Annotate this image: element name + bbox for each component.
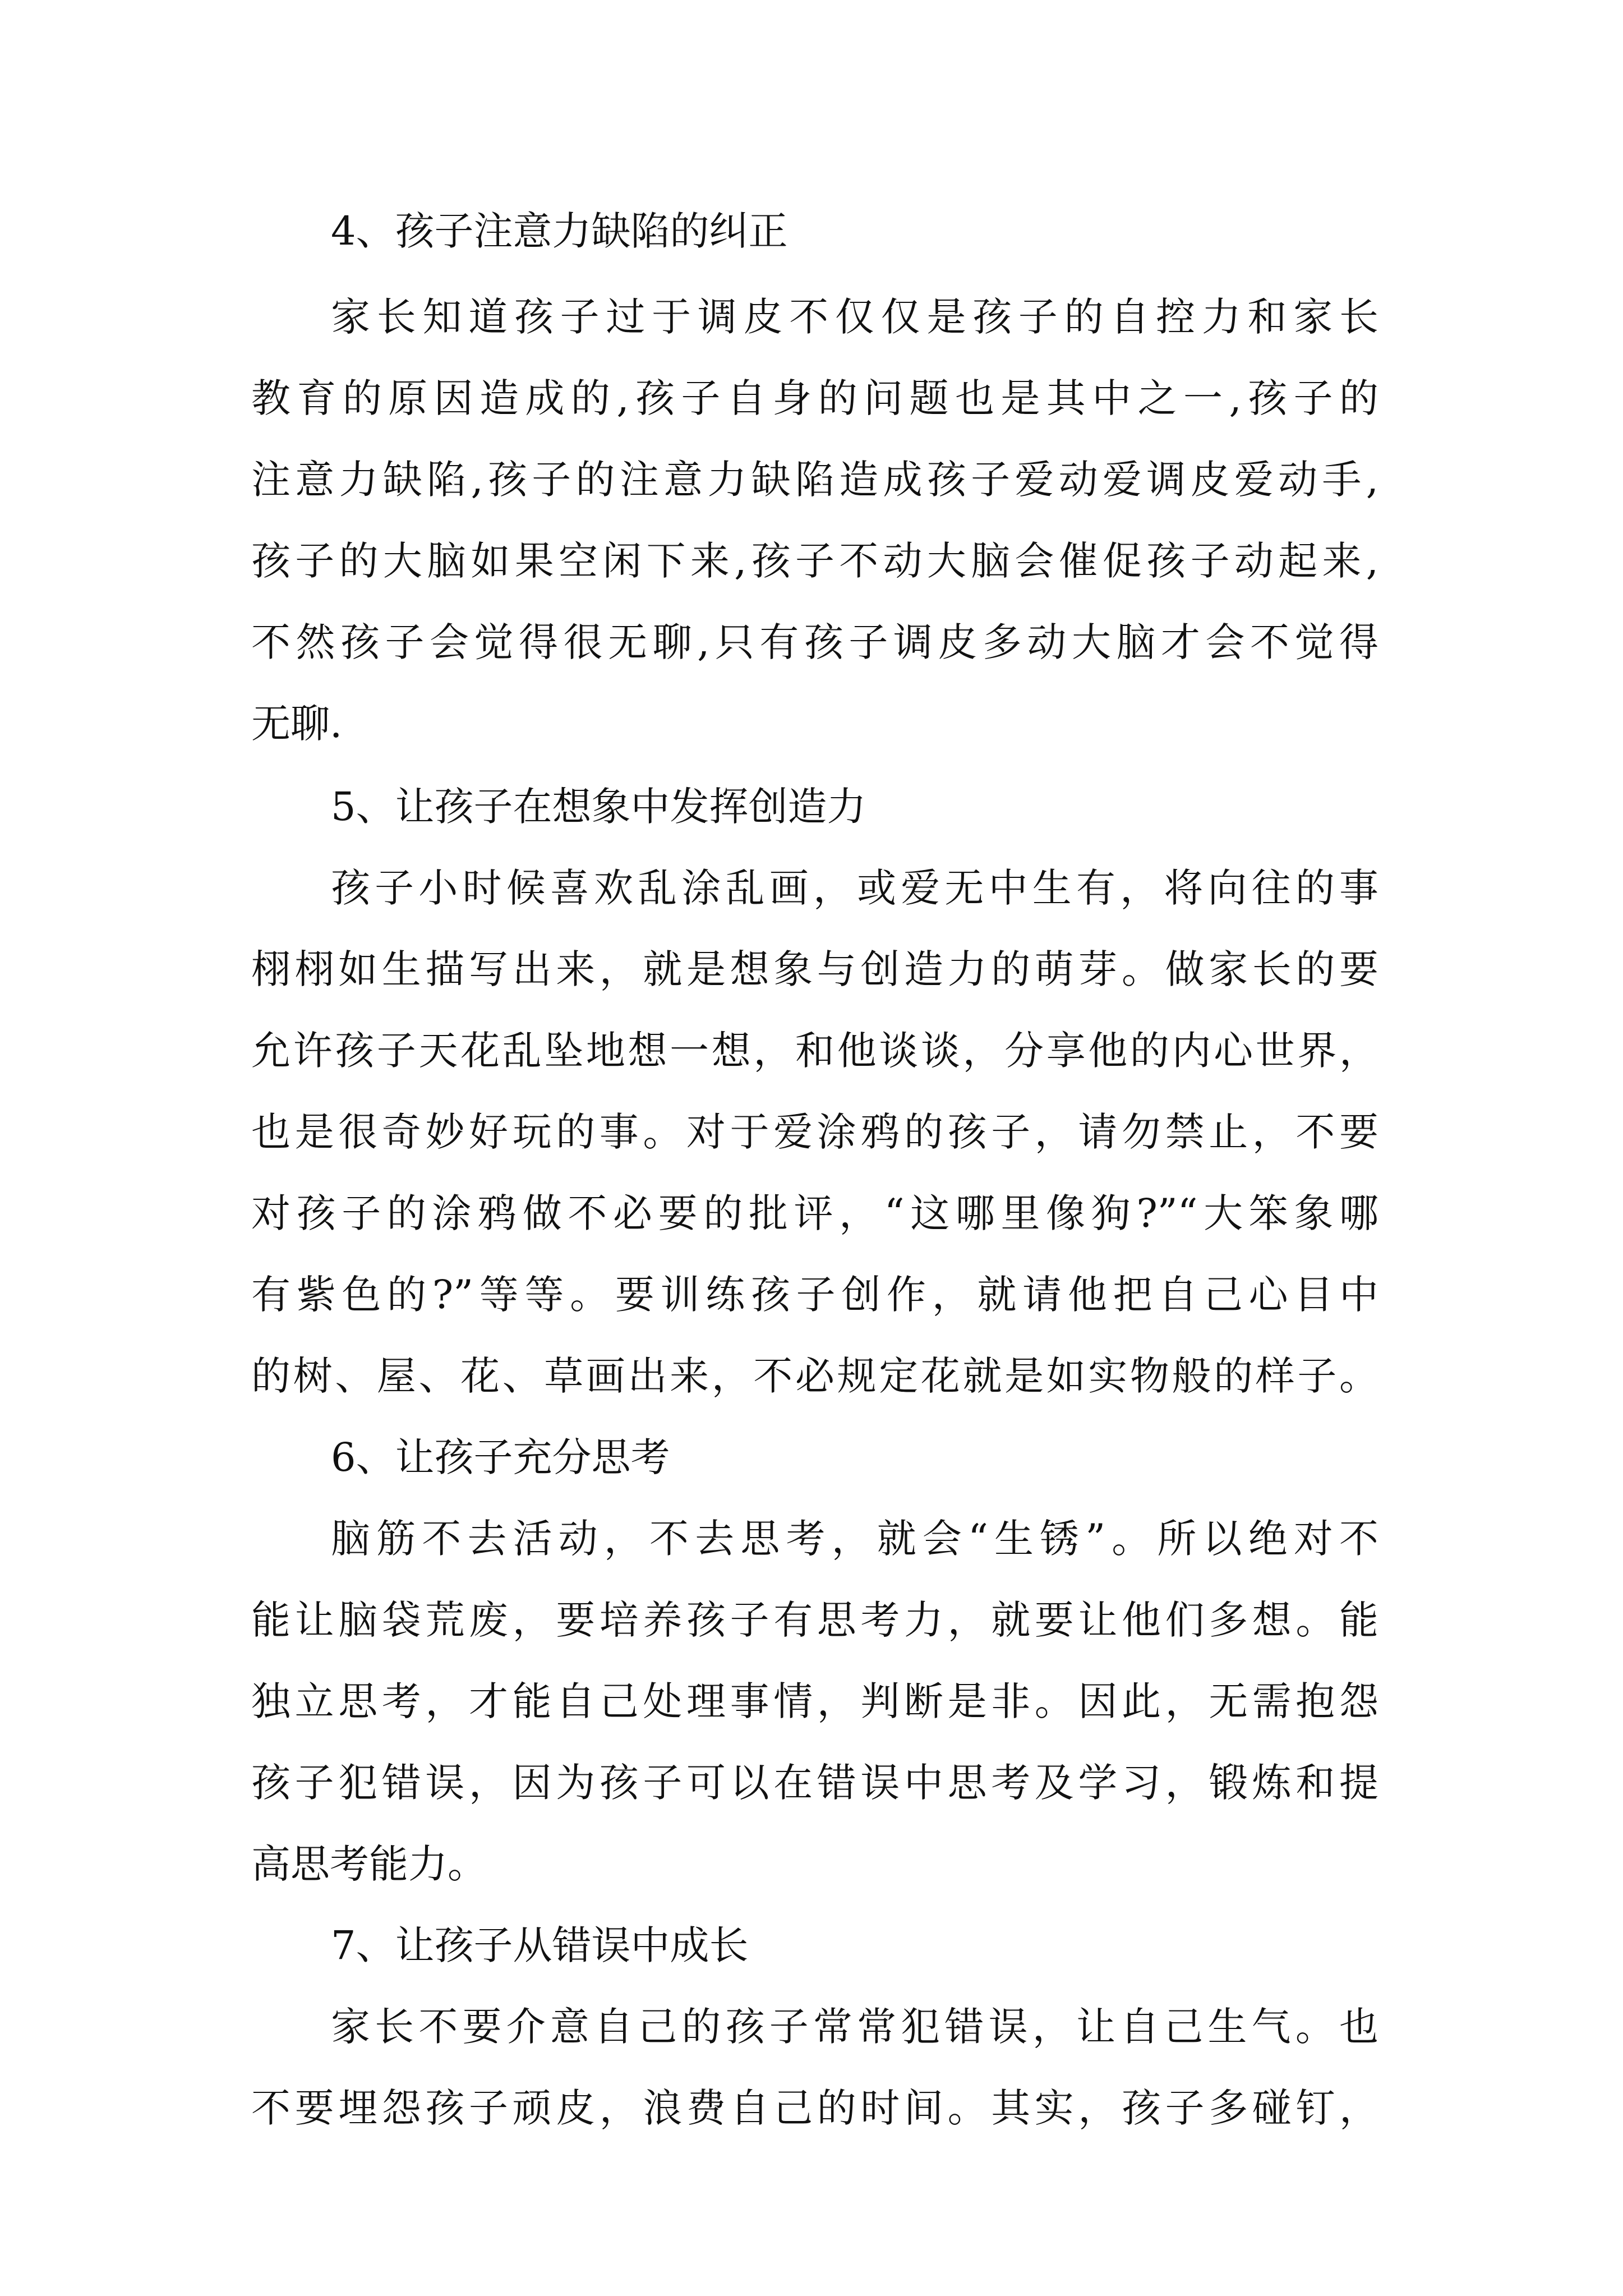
- paragraph-line: 独立思考，才能自己处理事情，判断是非。因此，无需抱怨: [251, 1678, 1378, 1724]
- section-heading: 4、孩子注意力缺陷的纠正: [331, 208, 788, 254]
- paragraph-line: 孩子的大脑如果空闲下来,孩子不动大脑会催促孩子动起来,: [251, 538, 1378, 584]
- paragraph-line: 对孩子的涂鸦做不必要的批评，“这哪里像狗?”“大笨象哪: [251, 1190, 1378, 1236]
- paragraph-line: 无聊.: [251, 701, 343, 747]
- paragraph-line: 有紫色的?”等等。要训练孩子创作，就请他把自己心目中: [251, 1272, 1378, 1318]
- paragraph-line: 允许孩子天花乱坠地想一想，和他谈谈，分享他的内心世界，: [251, 1028, 1378, 1074]
- paragraph-line: 能让脑袋荒废，要培养孩子有思考力，就要让他们多想。能: [251, 1597, 1378, 1643]
- paragraph-line: 栩栩如生描写出来，就是想象与创造力的萌芽。做家长的要: [251, 946, 1378, 992]
- section-heading: 7、让孩子从错误中成长: [331, 1922, 749, 1968]
- section-heading: 6、让孩子充分思考: [331, 1434, 670, 1480]
- paragraph-line: 注意力缺陷,孩子的注意力缺陷造成孩子爱动爱调皮爱动手,: [251, 457, 1378, 503]
- paragraph-line: 家长知道孩子过于调皮不仅仅是孩子的自控力和家长: [331, 294, 1378, 340]
- paragraph-line: 也是很奇妙好玩的事。对于爱涂鸦的孩子，请勿禁止，不要: [251, 1109, 1378, 1155]
- paragraph-line: 孩子犯错误，因为孩子可以在错误中思考及学习，锻炼和提: [251, 1760, 1378, 1806]
- paragraph-line: 家长不要介意自己的孩子常常犯错误，让自己生气。也: [331, 2004, 1378, 2050]
- section-heading: 5、让孩子在想象中发挥创造力: [331, 784, 866, 830]
- paragraph-line: 不要埋怨孩子顽皮，浪费自己的时间。其实，孩子多碰钉，: [251, 2085, 1378, 2131]
- paragraph-line: 脑筋不去活动，不去思考，就会“生锈”。所以绝对不: [331, 1516, 1378, 1562]
- paragraph-line: 不然孩子会觉得很无聊,只有孩子调皮多动大脑才会不觉得: [251, 619, 1378, 665]
- paragraph-line: 的树、屋、花、草画出来，不必规定花就是如实物般的样子。: [251, 1353, 1378, 1399]
- paragraph-line: 孩子小时候喜欢乱涂乱画，或爱无中生有，将向往的事: [331, 865, 1378, 911]
- paragraph-line: 教育的原因造成的,孩子自身的问题也是其中之一,孩子的: [251, 375, 1378, 421]
- paragraph-line: 高思考能力。: [251, 1841, 487, 1887]
